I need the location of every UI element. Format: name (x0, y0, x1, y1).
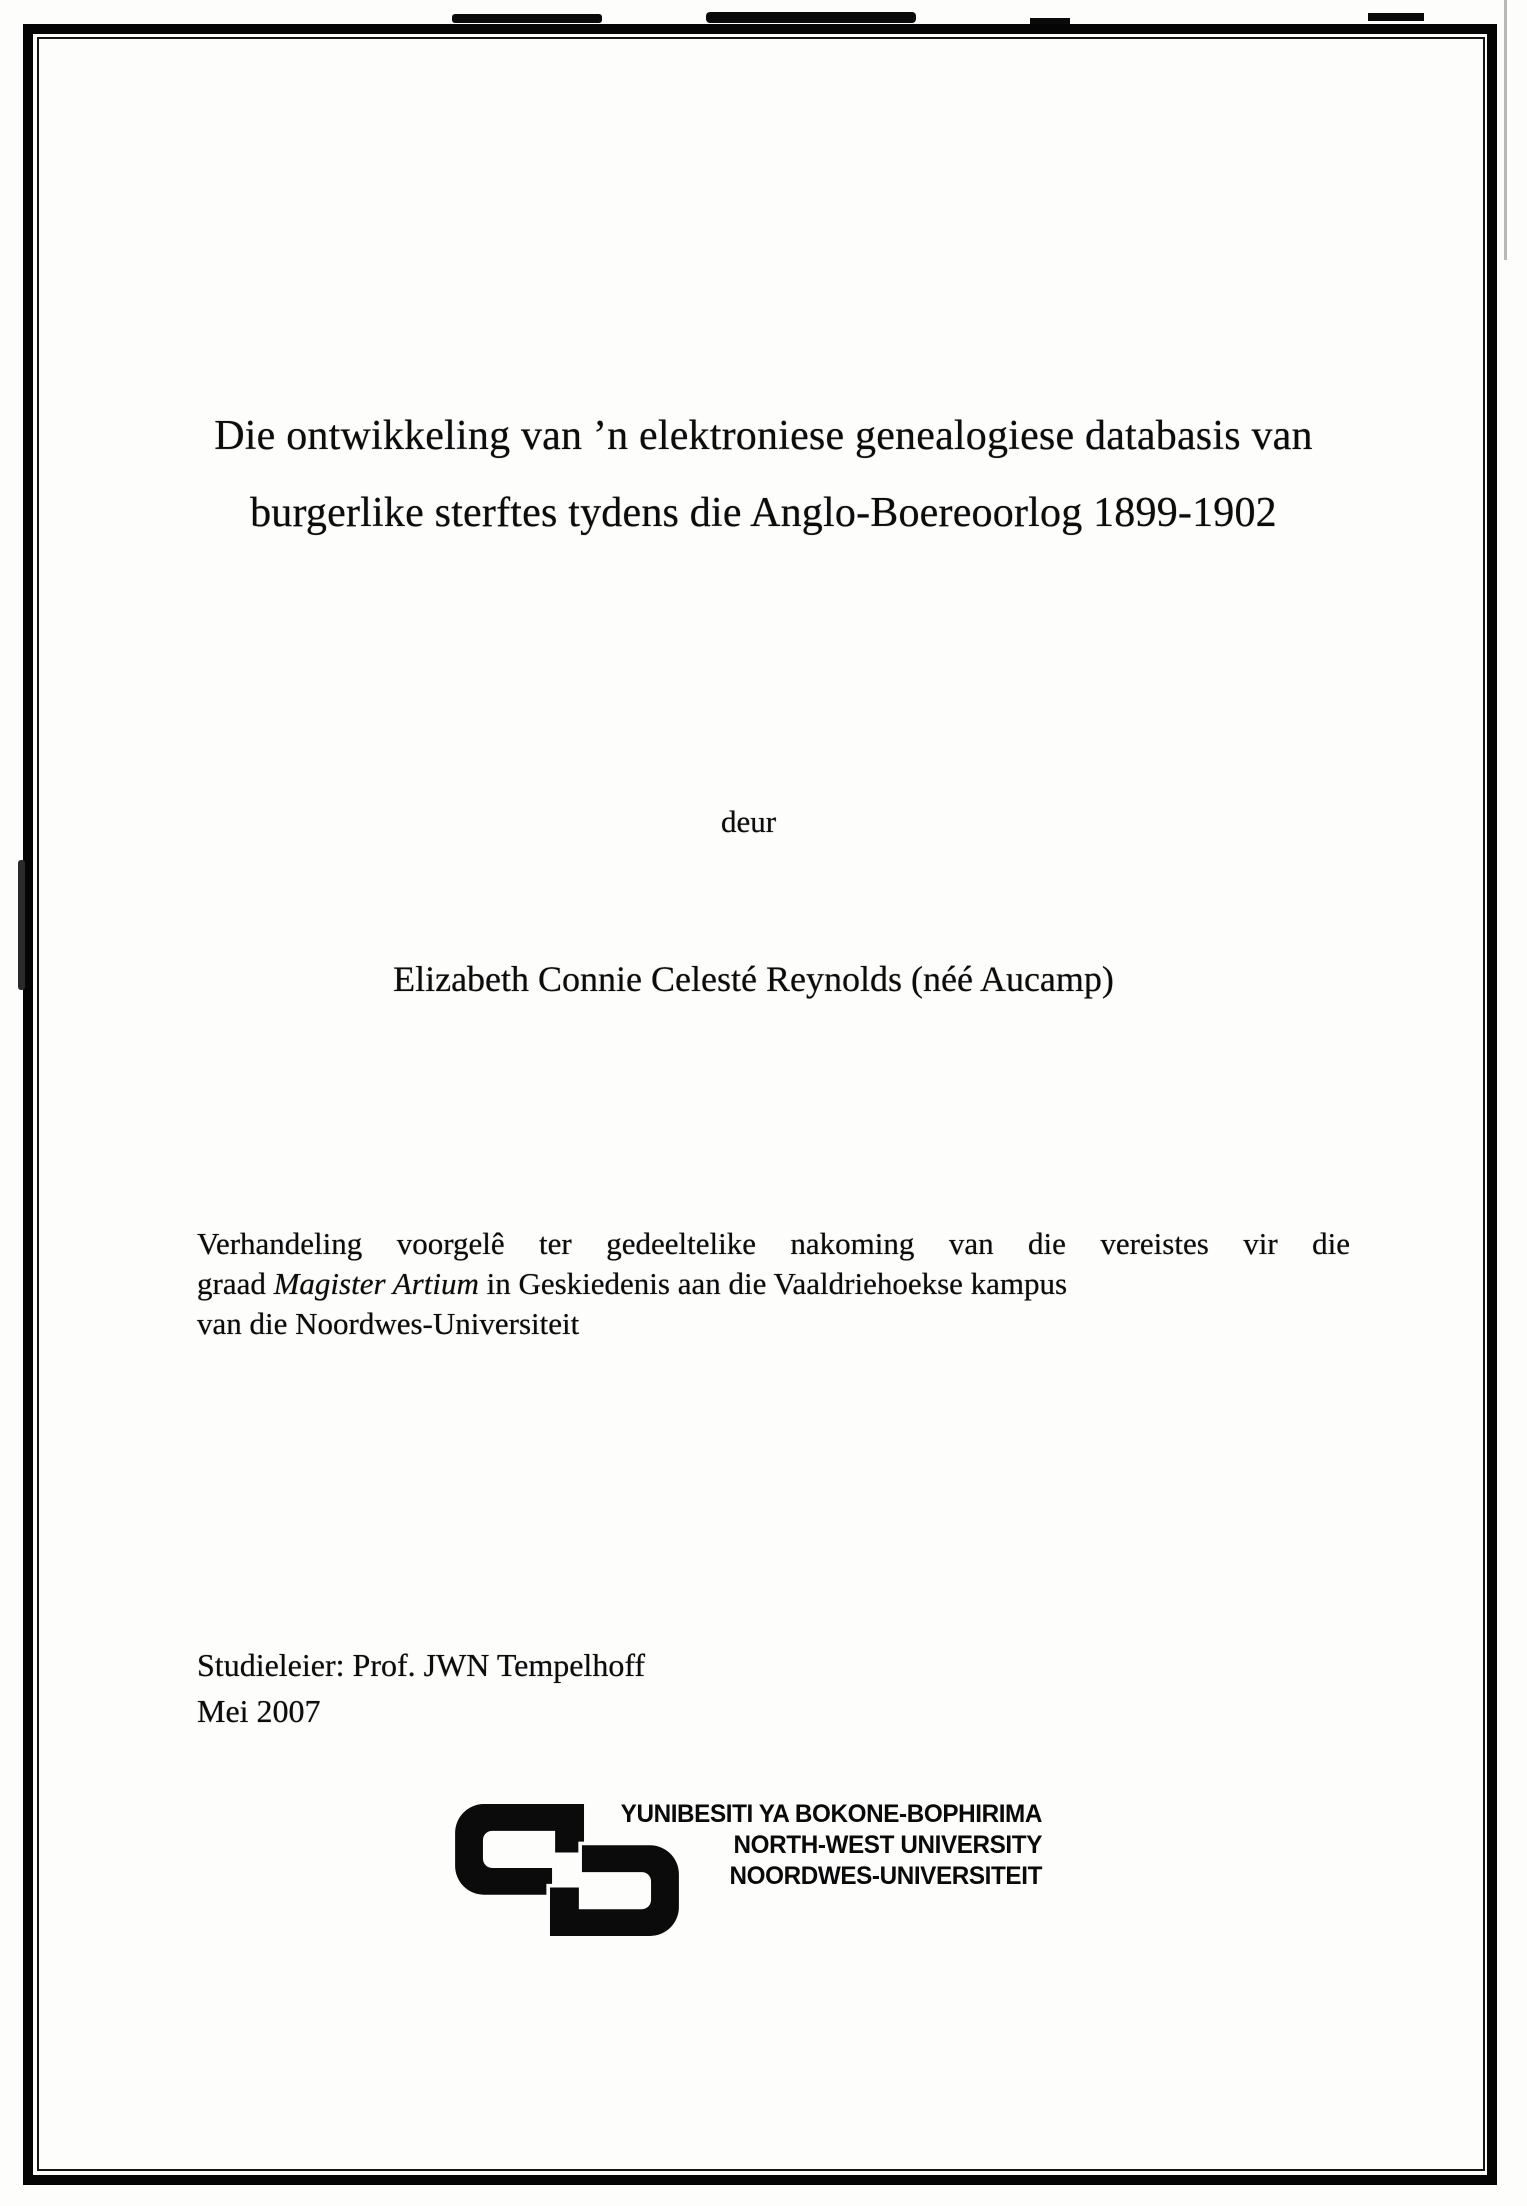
scan-artifact (1368, 13, 1424, 21)
degree-statement (197, 1224, 1350, 1344)
degree-statement-line2-suffix: in Geskiedenis aan die Vaaldriehoekse kampus (478, 1266, 1068, 1301)
scan-artifact (452, 14, 602, 23)
degree-statement-line2-prefix: graad (197, 1266, 274, 1301)
scan-artifact (1504, 0, 1507, 260)
thesis-title-line1: Die ontwikkeling van ’n elektroniese genealogiese databasis van (214, 413, 1313, 459)
thesis-title-line2: burgerlike sterftes tydens die Anglo-Boereoorlog 1899-1902 (250, 490, 1277, 536)
date-line: Mei 2007 (197, 1693, 321, 1729)
supervisor-block (197, 1642, 645, 1734)
byline-word: deur (720, 804, 777, 839)
university-name-setswana: YUNIBESITI YA BOKONE-BOPHIRIMA (620, 1800, 1042, 1828)
university-name-english: NORTH-WEST UNIVERSITY (733, 1831, 1042, 1859)
university-name-block (599, 1799, 1042, 1892)
degree-statement-line2 (197, 1264, 1350, 1304)
supervisor-line: Studieleier: Prof. JWN Tempelhoff (197, 1647, 646, 1683)
scan-artifact (1030, 18, 1070, 24)
degree-name-italic: Magister Artium (273, 1266, 479, 1301)
degree-statement-line3: van die Noordwes-Universiteit (197, 1306, 580, 1341)
scan-artifact (706, 12, 916, 23)
logo-link-top-left (455, 1804, 584, 1895)
author-name: Elizabeth Connie Celesté Reynolds (néé Aucamp) (393, 959, 1114, 999)
degree-statement-line1: Verhandeling voorgelê ter gedeeltelike nakoming van die vereistes vir die (197, 1226, 1350, 1261)
university-name-afrikaans: NOORDWES-UNIVERSITEIT (729, 1862, 1042, 1890)
thesis-title (120, 398, 1407, 552)
